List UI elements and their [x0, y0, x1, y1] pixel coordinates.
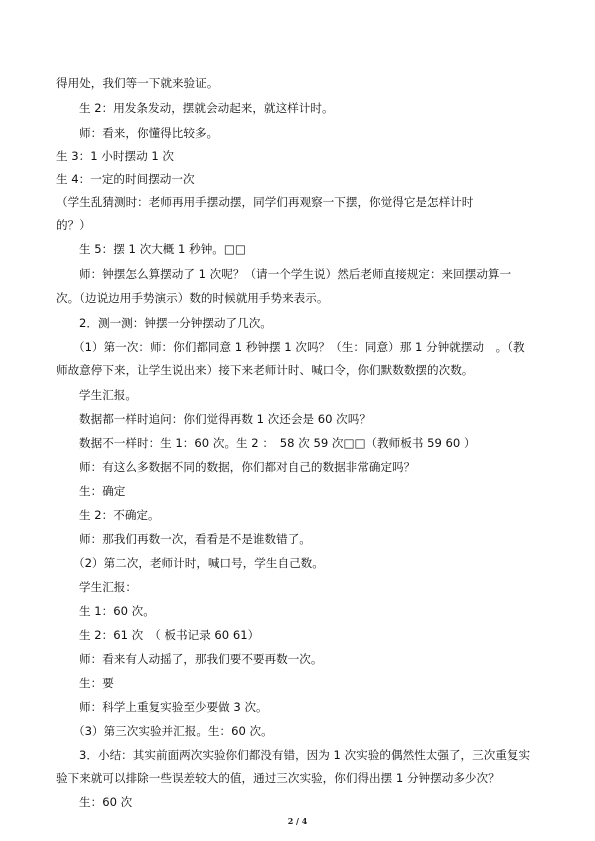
text-line: 生 3：1 小时摆动 1 次: [56, 149, 175, 163]
text-line: 学生汇报：: [79, 580, 137, 594]
text-line: 生 2：不确定。: [79, 508, 160, 522]
text-line: 得用处，我们等一下就来验证。: [56, 76, 219, 90]
text-line: 生：要: [79, 676, 114, 690]
text-line: （学生乱猜测时：老师再用手摆动摆，同学们再观察一下摆，你觉得它是怎样计时: [56, 195, 474, 209]
page-number: 2 / 4: [287, 816, 308, 826]
text-line: 生 2：61 次 （ 板书记录 60 61）: [79, 628, 260, 642]
text-line: 学生汇报。: [79, 388, 137, 402]
text-line: 次。（边说边用手势演示）数的时候就用手势来表示。: [56, 291, 329, 305]
text-line: 师：钟摆怎么算摆动了 1 次呢？（请一个学生说）然后老师直接规定：来回摆动算一: [79, 267, 512, 281]
text-line: 验下来就可以排除一些误差较大的值，通过三次实验，你们得出摆 1 分钟摆动多少次？: [56, 771, 500, 785]
text-line: 师：有这么多数据不同的数据，你们都对自己的数据非常确定吗？: [79, 460, 416, 474]
text-line: （2）第二次，老师计时，喊口号，学生自己数。: [73, 556, 324, 570]
text-line: 生 1：60 次。: [79, 604, 155, 618]
text-line: （1）第一次：师：你们都同意 1 秒钟摆 1 次吗？（生：同意）那 1 分钟就摆动 。（教: [73, 340, 525, 354]
text-line: 师：看来有人动摇了，那我们要不要再数一次。: [79, 652, 323, 666]
text-line: 生：60 次: [79, 795, 133, 809]
text-line: 的？）: [56, 218, 91, 232]
text-line: 2．测一测：钟摆一分钟摆动了几次。: [79, 316, 272, 330]
text-line: 数据不一样时：生 1：60 次。生 2 ： 58 次 59 次□□（教师板书 59 60 ）: [79, 436, 476, 450]
text-line: 数据都一样时追问：你们觉得再数 1 次还会是 60 次吗？: [79, 412, 371, 426]
text-line: 生 2：用发条发动，摆就会动起来，就这样计时。: [79, 101, 334, 115]
text-line: （3）第三次实验并汇报。生：60 次。: [73, 724, 273, 738]
text-line: 生 5：摆 1 次大概 1 秒钟。□□: [79, 242, 246, 256]
text-line: 师：那我们再数一次，看看是不是谁数错了。: [79, 532, 311, 546]
text-line: 生：确定: [79, 484, 126, 498]
text-line: 师故意停下来，让学生说出来）接下来老师计时、喊口令，你们默数数摆的次数。: [56, 363, 474, 377]
text-line: 生 4：一定的时间摆动一次: [56, 172, 195, 186]
text-line: 师：科学上重复实验至少要做 3 次。: [79, 700, 268, 714]
text-line: 3．小结：其实前面两次实验你们都没有错，因为 1 次实验的偶然性太强了，三次重复实: [79, 748, 531, 762]
text-line: 师：看来，你懂得比较多。: [79, 126, 219, 140]
